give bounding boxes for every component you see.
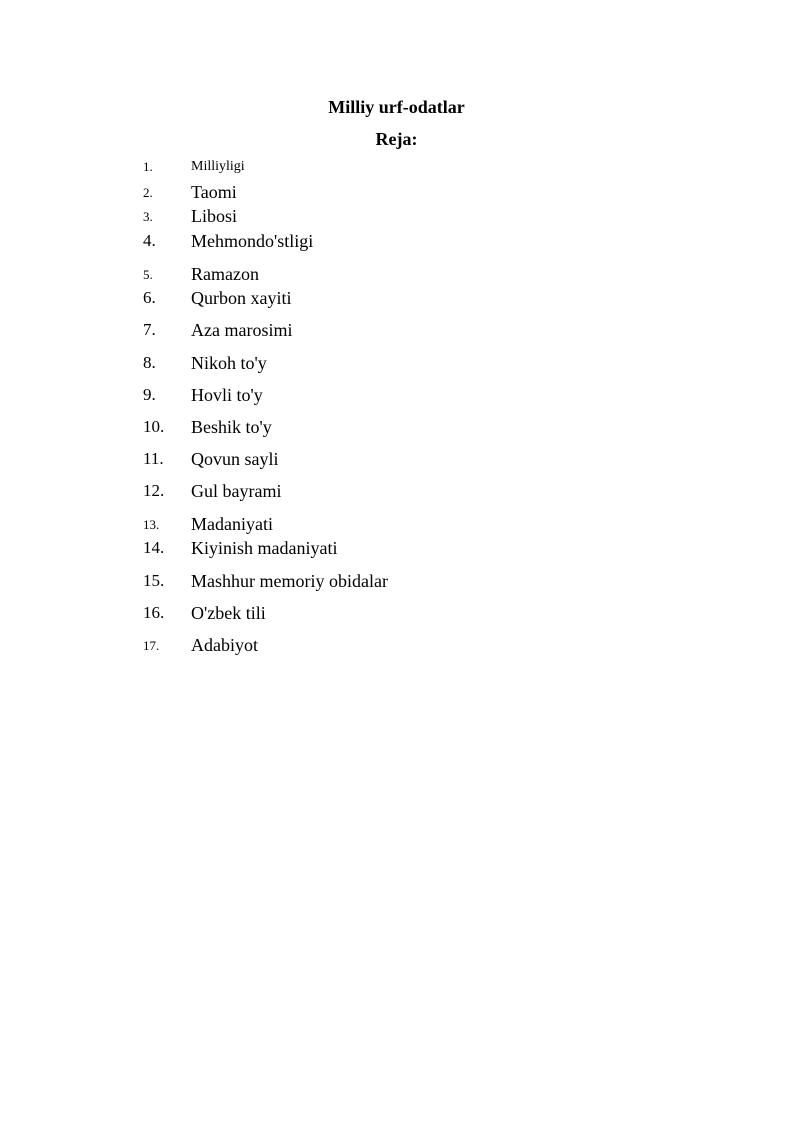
document-title: Milliy urf-odatlar: [328, 97, 465, 117]
list-item: [0, 351, 793, 375]
item-number: 8.: [143, 353, 156, 372]
list-item: [0, 601, 793, 625]
item-number: 7.: [143, 320, 156, 339]
item-label: Milliyligi: [191, 159, 245, 174]
item-number: 2.: [143, 185, 153, 200]
item-label: Hovli to'y: [191, 385, 263, 405]
list-item: [0, 204, 793, 228]
item-number: 6.: [143, 288, 156, 307]
item-number: 4.: [143, 231, 156, 250]
list-item: [0, 536, 793, 560]
list-item: [0, 415, 793, 439]
item-number: 9.: [143, 385, 156, 404]
list-item: [0, 569, 793, 593]
list-item: [0, 447, 793, 471]
item-number: 12.: [143, 481, 165, 500]
list-item: [0, 512, 793, 536]
list-item: [0, 180, 793, 204]
item-number: 15.: [143, 571, 165, 590]
item-label: Qovun sayli: [191, 449, 279, 469]
item-number: 3.: [143, 209, 153, 224]
list-item: [0, 262, 793, 286]
item-number: 11.: [143, 449, 164, 468]
item-label: Mashhur memoriy obidalar: [191, 571, 388, 591]
item-label: Aza marosimi: [191, 320, 293, 340]
list-item: [0, 286, 793, 310]
item-label: Qurbon xayiti: [191, 288, 292, 308]
item-number: 1.: [143, 159, 153, 174]
item-number: 16.: [143, 603, 165, 622]
item-label: Kiyinish madaniyati: [191, 538, 338, 558]
item-number: 13.: [143, 517, 160, 532]
list-item: [0, 633, 793, 657]
item-label: Taomi: [191, 182, 237, 202]
item-label: O'zbek tili: [191, 603, 266, 623]
item-label: Gul bayrami: [191, 481, 282, 501]
item-label: Mehmondo'stligi: [191, 231, 314, 251]
item-number: 17.: [143, 638, 160, 653]
plan-heading: Reja:: [375, 129, 418, 149]
item-label: Libosi: [191, 206, 238, 226]
item-label: Ramazon: [191, 264, 259, 284]
list-item: [0, 383, 793, 407]
list-item: [0, 479, 793, 503]
list-item: [0, 318, 793, 342]
item-label: Nikoh to'y: [191, 353, 267, 373]
item-label: Madaniyati: [191, 514, 273, 534]
item-label: Beshik to'y: [191, 417, 272, 437]
item-number: 5.: [143, 267, 153, 282]
list-item: [0, 229, 793, 253]
list-item: [0, 154, 793, 178]
item-label: Adabiyot: [191, 635, 258, 655]
item-number: 14.: [143, 538, 165, 557]
item-number: 10.: [143, 417, 165, 436]
